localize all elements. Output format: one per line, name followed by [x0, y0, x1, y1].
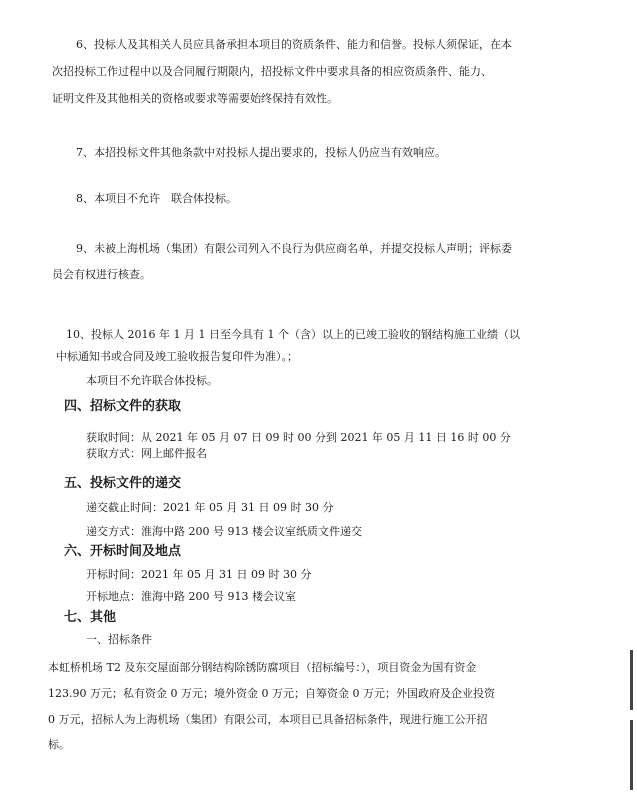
item6-line1: 6、投标人及其相关人员应具备承担本项目的资质条件、能力和信誉。投标人须保证，在本 — [76, 38, 512, 51]
scan-edge-mark — [630, 720, 633, 790]
item6-line3: 证明文件及其他相关的资格或要求等需要始终保持有效性。 — [52, 92, 338, 105]
item9-line2: 员会有权进行核查。 — [52, 268, 151, 281]
item10-line2: 中标通知书或合同及竣工验收报告复印件为准）。； — [56, 350, 298, 363]
section4-method: 获取方式：网上邮件报名 — [86, 447, 207, 460]
section7-heading: 七、其他 — [64, 610, 117, 625]
section7-subheading: 一、招标条件 — [86, 633, 152, 646]
section5-method: 递交方式：淮海中路 200 号 913 楼会议室纸质文件递交 — [86, 525, 362, 538]
section6-time: 开标时间：2021 年 05 月 31 日 09 时 30 分 — [86, 568, 312, 581]
item10-line3: 本项目不允许联合体投标。 — [86, 374, 218, 387]
item7-text: 7、本招投标文件其他条款中对投标人提出要求的，投标人仍应当有效响应。 — [76, 146, 446, 159]
section7-paragraph-line1: 本虹桥机场 T2 及东交屋面部分钢结构除锈防腐项目（招标编号：），项目资金为国有资金 — [48, 661, 477, 674]
section7-paragraph-line4: 标。 — [48, 738, 70, 751]
item9-line1: 9、未被上海机场（集团）有限公司列入不良行为供应商名单，并提交投标人声明；评标委 — [76, 242, 512, 255]
section6-heading: 六、开标时间及地点 — [64, 544, 182, 559]
section5-deadline: 递交截止时间：2021 年 05 月 31 日 09 时 30 分 — [86, 501, 334, 514]
item10-line1: 10、投标人 2016 年 1 月 1 日至今具有 1 个（含）以上的已竣工验收的钢结构施工业绩（以 — [66, 328, 520, 341]
item6-line2: 次招投标工作过程中以及合同履行期限内，招投标文件中要求具备的相应资质条件、能力、 — [52, 65, 492, 78]
section4-time: 获取时间：从 2021 年 05 月 07 日 09 时 00 分到 2021 年 05 月 11 日 16 时 00 分 — [86, 431, 511, 444]
section7-paragraph-line3: 0 万元，招标人为上海机场（集团）有限公司，本项目已具备招标条件，现进行施工公开招 — [48, 713, 488, 726]
scan-edge-mark — [630, 650, 633, 710]
section6-place: 开标地点：淮海中路 200 号 913 楼会议室 — [86, 590, 296, 603]
section7-paragraph-line2: 123.90 万元；私有资金 0 万元；境外资金 0 万元；自筹资金 0 万元；外国政府及企业投资 — [48, 687, 495, 700]
item8-text: 8、本项目不允许 联合体投标。 — [76, 192, 237, 205]
section5-heading: 五、投标文件的递交 — [64, 476, 182, 491]
section4-heading: 四、招标文件的获取 — [64, 399, 182, 414]
